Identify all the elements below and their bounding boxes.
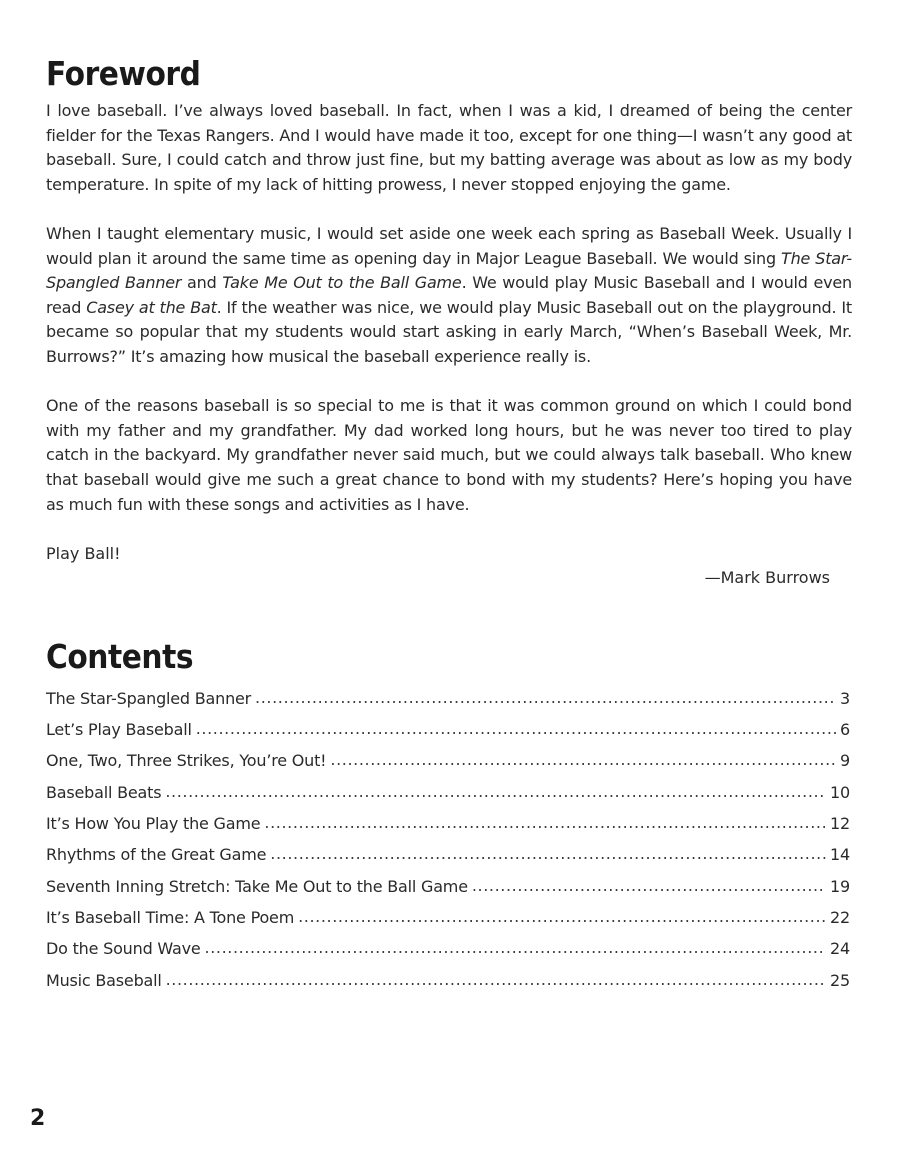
toc-entry-title: Let’s Play Baseball (46, 720, 192, 740)
song-title-star-spangled: The Star-Spangled Banner (46, 248, 852, 293)
toc-entry-title: Seventh Inning Stretch: Take Me Out to the Ball Game (46, 876, 468, 896)
p2-text-a: When I taught elementary music, I would set aside one week each spring as Baseball Week. Usually I would plan it around the same time as opening day in Major League Baseball. We would sing (46, 223, 852, 268)
toc-entry (46, 839, 850, 870)
page-number: 2 (30, 1106, 46, 1131)
toc-entry (46, 902, 850, 933)
p2-text-c: . We would play Music Baseball and I would even read (46, 273, 852, 317)
document-page (46, 52, 852, 996)
toc-entry-title: One, Two, Three Strikes, You’re Out! (46, 751, 327, 771)
toc-entry-title: Music Baseball (46, 970, 162, 990)
toc-dot-leader (472, 870, 826, 901)
foreword-paragraph-3: One of the reasons baseball is so special to me is that it was common ground on which I could bond with my father and my grandfather. My dad worked long hours, but he was never too tired to play catch in the backyard. My grandfather never said much, but we could always talk baseball. Who knew that baseball would give me such a great chance to bond with my students? Here’s hoping you have as much fun with these songs and activities as I have. (46, 396, 852, 514)
toc-entry (46, 777, 850, 808)
toc-entry-title: Rhythms of the Great Game (46, 845, 267, 865)
toc-entry (46, 965, 850, 996)
toc-entry-title: Do the Sound Wave (46, 939, 201, 959)
toc-entry (46, 745, 850, 776)
toc-entry-title: The Star-Spangled Banner (46, 688, 252, 708)
toc-entry (46, 933, 850, 964)
toc-entry (46, 714, 850, 745)
p2-text-b: and (181, 273, 223, 293)
toc-entry-page: 24 (830, 939, 850, 959)
toc-entry-page: 22 (830, 907, 850, 927)
toc-entry-page: 3 (840, 688, 850, 708)
toc-entry (46, 871, 850, 902)
p2-text-d: . If the weather was nice, we would play Music Baseball out on the playground. It became so popular that my students would start asking in early March, “When’s Baseball Week, Mr. Burrows?” It’s amazing how musical the baseball experience really is. (46, 297, 852, 366)
toc-entry-title: It’s How You Play the Game (46, 814, 261, 834)
foreword-heading: Foreword (46, 54, 201, 93)
toc-dot-leader (264, 807, 826, 838)
toc-entry-page: 25 (830, 970, 850, 990)
poem-title-casey: Casey at the Bat (86, 297, 217, 317)
toc-entry-page: 10 (830, 782, 850, 802)
toc-entry-title: Baseball Beats (46, 782, 162, 802)
toc-entry (46, 683, 850, 714)
toc-dot-leader (165, 776, 826, 807)
toc-entry-page: 14 (830, 845, 850, 865)
toc-entry-page: 6 (840, 720, 850, 740)
toc-dot-leader (196, 713, 836, 744)
toc-entry-page: 19 (830, 876, 850, 896)
toc-dot-leader (298, 901, 826, 932)
author-signature: —Mark Burrows (704, 568, 830, 588)
toc-dot-leader (255, 682, 836, 713)
toc-entry (46, 808, 850, 839)
foreword-paragraph-1: I love baseball. I’ve always loved baseball. In fact, when I was a kid, I dreamed of being the center fielder for the Texas Rangers. And I would have made it too, except for one thing—I wasn’t any good at baseball. Sure, I could catch and throw just fine, but my batting average was about as low as my body temperature. In spite of my lack of hitting prowess, I never stopped enjoying the game. (46, 101, 852, 194)
toc-entry-page: 12 (830, 814, 850, 834)
foreword-paragraph-2 (46, 222, 852, 370)
toc-dot-leader (166, 964, 826, 995)
toc-dot-leader (205, 932, 827, 963)
toc-dot-leader (330, 744, 836, 775)
table-of-contents (46, 683, 850, 996)
song-title-take-me-out: Take Me Out to the Ball Game (222, 273, 462, 293)
closing-line: Play Ball! (46, 543, 121, 563)
toc-entry-page: 9 (840, 751, 850, 771)
contents-heading: Contents (46, 636, 194, 676)
toc-dot-leader (270, 838, 826, 869)
toc-entry-title: It’s Baseball Time: A Tone Poem (46, 907, 295, 927)
